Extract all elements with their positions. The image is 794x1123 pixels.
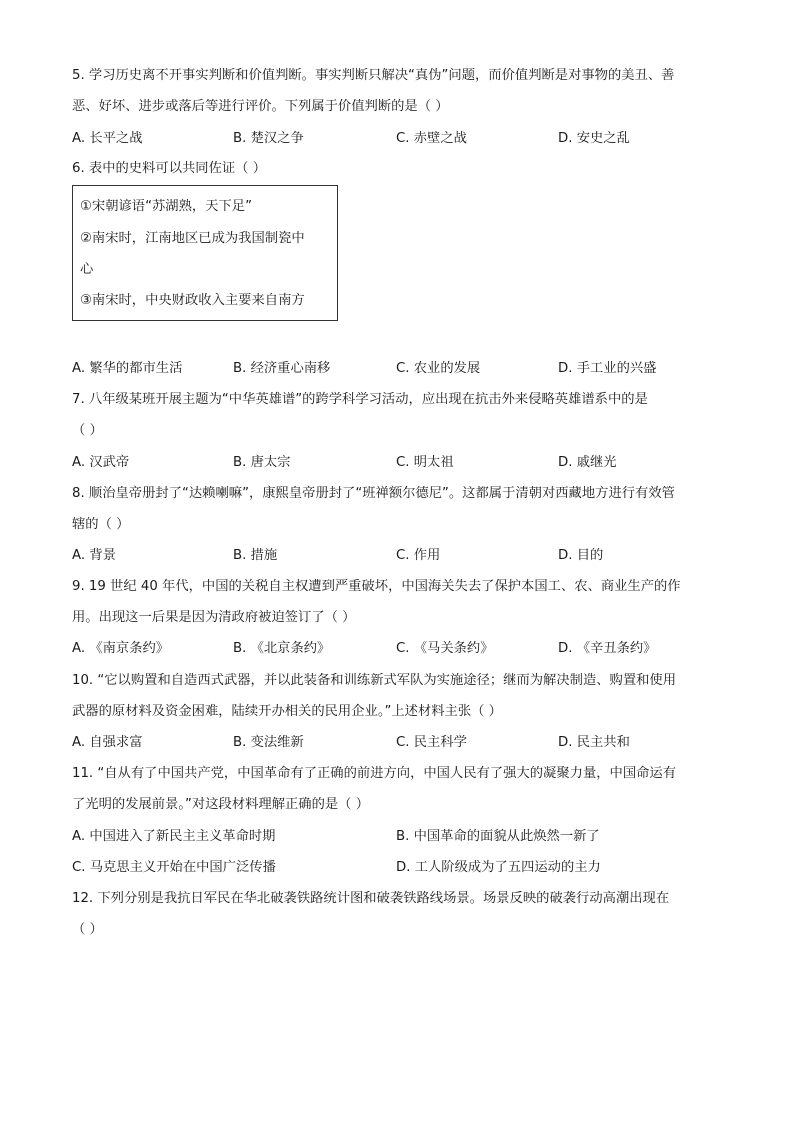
q10-option-b[interactable]: B. 变法维新 [233, 735, 304, 750]
q11-stem-line1: 11. “自从有了中国共产党，中国革命有了正确的前进方向，中国人民有了强大的凝聚力量，中国命运有 [72, 766, 677, 781]
q5-option-c[interactable]: C. 赤壁之战 [396, 131, 467, 146]
q5-option-d[interactable]: D. 安史之乱 [558, 131, 630, 146]
q7-option-a[interactable]: A. 汉武帝 [72, 455, 130, 470]
q11-option-c[interactable]: C. 马克思主义开始在中国广泛传播 [72, 860, 276, 875]
q9-option-b[interactable]: B. 《北京条约》 [233, 641, 331, 656]
q6-option-b[interactable]: B. 经济重心南移 [233, 361, 331, 376]
q6-table-row-2-cont: 心 [80, 262, 94, 277]
q9-option-a[interactable]: A. 《南京条约》 [72, 641, 170, 656]
q8-option-a[interactable]: A. 背景 [72, 548, 116, 563]
q6-option-d[interactable]: D. 手工业的兴盛 [558, 361, 657, 376]
q11-option-b[interactable]: B. 中国革命的面貌从此焕然一新了 [396, 829, 600, 844]
q10-option-c[interactable]: C. 民主科学 [396, 735, 467, 750]
q8-stem-line1: 8. 顺治皇帝册封了“达赖喇嘛”，康熙皇帝册封了“班禅额尔德尼”。这都属于清朝对西藏地方进行有效管 [72, 486, 675, 501]
q5-option-b[interactable]: B. 楚汉之争 [233, 131, 304, 146]
q9-stem-line2: 用。出现这一后果是因为清政府被迫签订了（ ） [72, 610, 356, 625]
q6-stem-line1: 6. 表中的史料可以共同佐证（ ） [72, 161, 266, 176]
q9-option-d[interactable]: D. 《辛丑条约》 [558, 641, 657, 656]
q10-stem-line1: 10. “它以购置和自造西式武器，并以此装备和训练新式军队为实施途径；继而为解决制造、购置和使用 [72, 673, 677, 688]
q8-stem-line2: 辖的（ ） [72, 517, 130, 532]
q12-stem-line1: 12. 下列分别是我抗日军民在华北破袭铁路统计图和破袭铁路线场景。场景反映的破袭行动高潮出现在 [72, 891, 670, 906]
q7-stem-line2: （ ） [72, 423, 103, 438]
q7-option-d[interactable]: D. 戚继光 [558, 455, 617, 470]
q8-option-d[interactable]: D. 目的 [558, 548, 604, 563]
q11-option-a[interactable]: A. 中国进入了新民主主义革命时期 [72, 829, 276, 844]
q9-stem-line1: 9. 19 世纪 40 年代，中国的关税自主权遭到严重破坏，中国海关失去了保护本国工、农、商业生产的作 [72, 579, 681, 594]
q6-table-row-1: ①宋朝谚语“苏湖熟，天下足” [80, 199, 252, 214]
q6-table-row-2: ②南宋时，江南地区已成为我国制瓷中 [80, 231, 305, 246]
q11-stem-line2: 了光明的发展前景。”对这段材料理解正确的是（ ） [72, 797, 369, 812]
q10-stem-line2: 武器的原材料及资金困难，陆续开办相关的民用企业。”上述材料主张（ ） [72, 704, 502, 719]
q11-option-d[interactable]: D. 工人阶级成为了五四运动的主力 [396, 860, 601, 875]
q5-stem-line1: 5. 学习历史离不开事实判断和价值判断。事实判断只解决“真伪”问题，而价值判断是对事物的美丑、善 [72, 68, 675, 83]
q8-option-c[interactable]: C. 作用 [396, 548, 441, 563]
q7-option-b[interactable]: B. 唐太宗 [233, 455, 291, 470]
q5-option-a[interactable]: A. 长平之战 [72, 131, 143, 146]
q6-option-a[interactable]: A. 繁华的都市生活 [72, 361, 183, 376]
q6-option-c[interactable]: C. 农业的发展 [396, 361, 481, 376]
q12-stem-line2: （ ） [72, 922, 103, 937]
q10-option-a[interactable]: A. 自强求富 [72, 735, 143, 750]
q6-table-row-3: ③南宋时，中央财政收入主要来自南方 [80, 293, 305, 308]
q9-option-c[interactable]: C. 《马关条约》 [396, 641, 494, 656]
q10-option-d[interactable]: D. 民主共和 [558, 735, 630, 750]
q5-stem-line2: 恶、好坏、进步或落后等进行评价。下列属于价值判断的是（ ） [72, 99, 449, 114]
q7-stem-line1: 7. 八年级某班开展主题为“中华英雄谱”的跨学科学习活动，应出现在抗击外来侵略英雄谱系中的是 [72, 392, 648, 407]
q8-option-b[interactable]: B. 措施 [233, 548, 278, 563]
q7-option-c[interactable]: C. 明太祖 [396, 455, 454, 470]
